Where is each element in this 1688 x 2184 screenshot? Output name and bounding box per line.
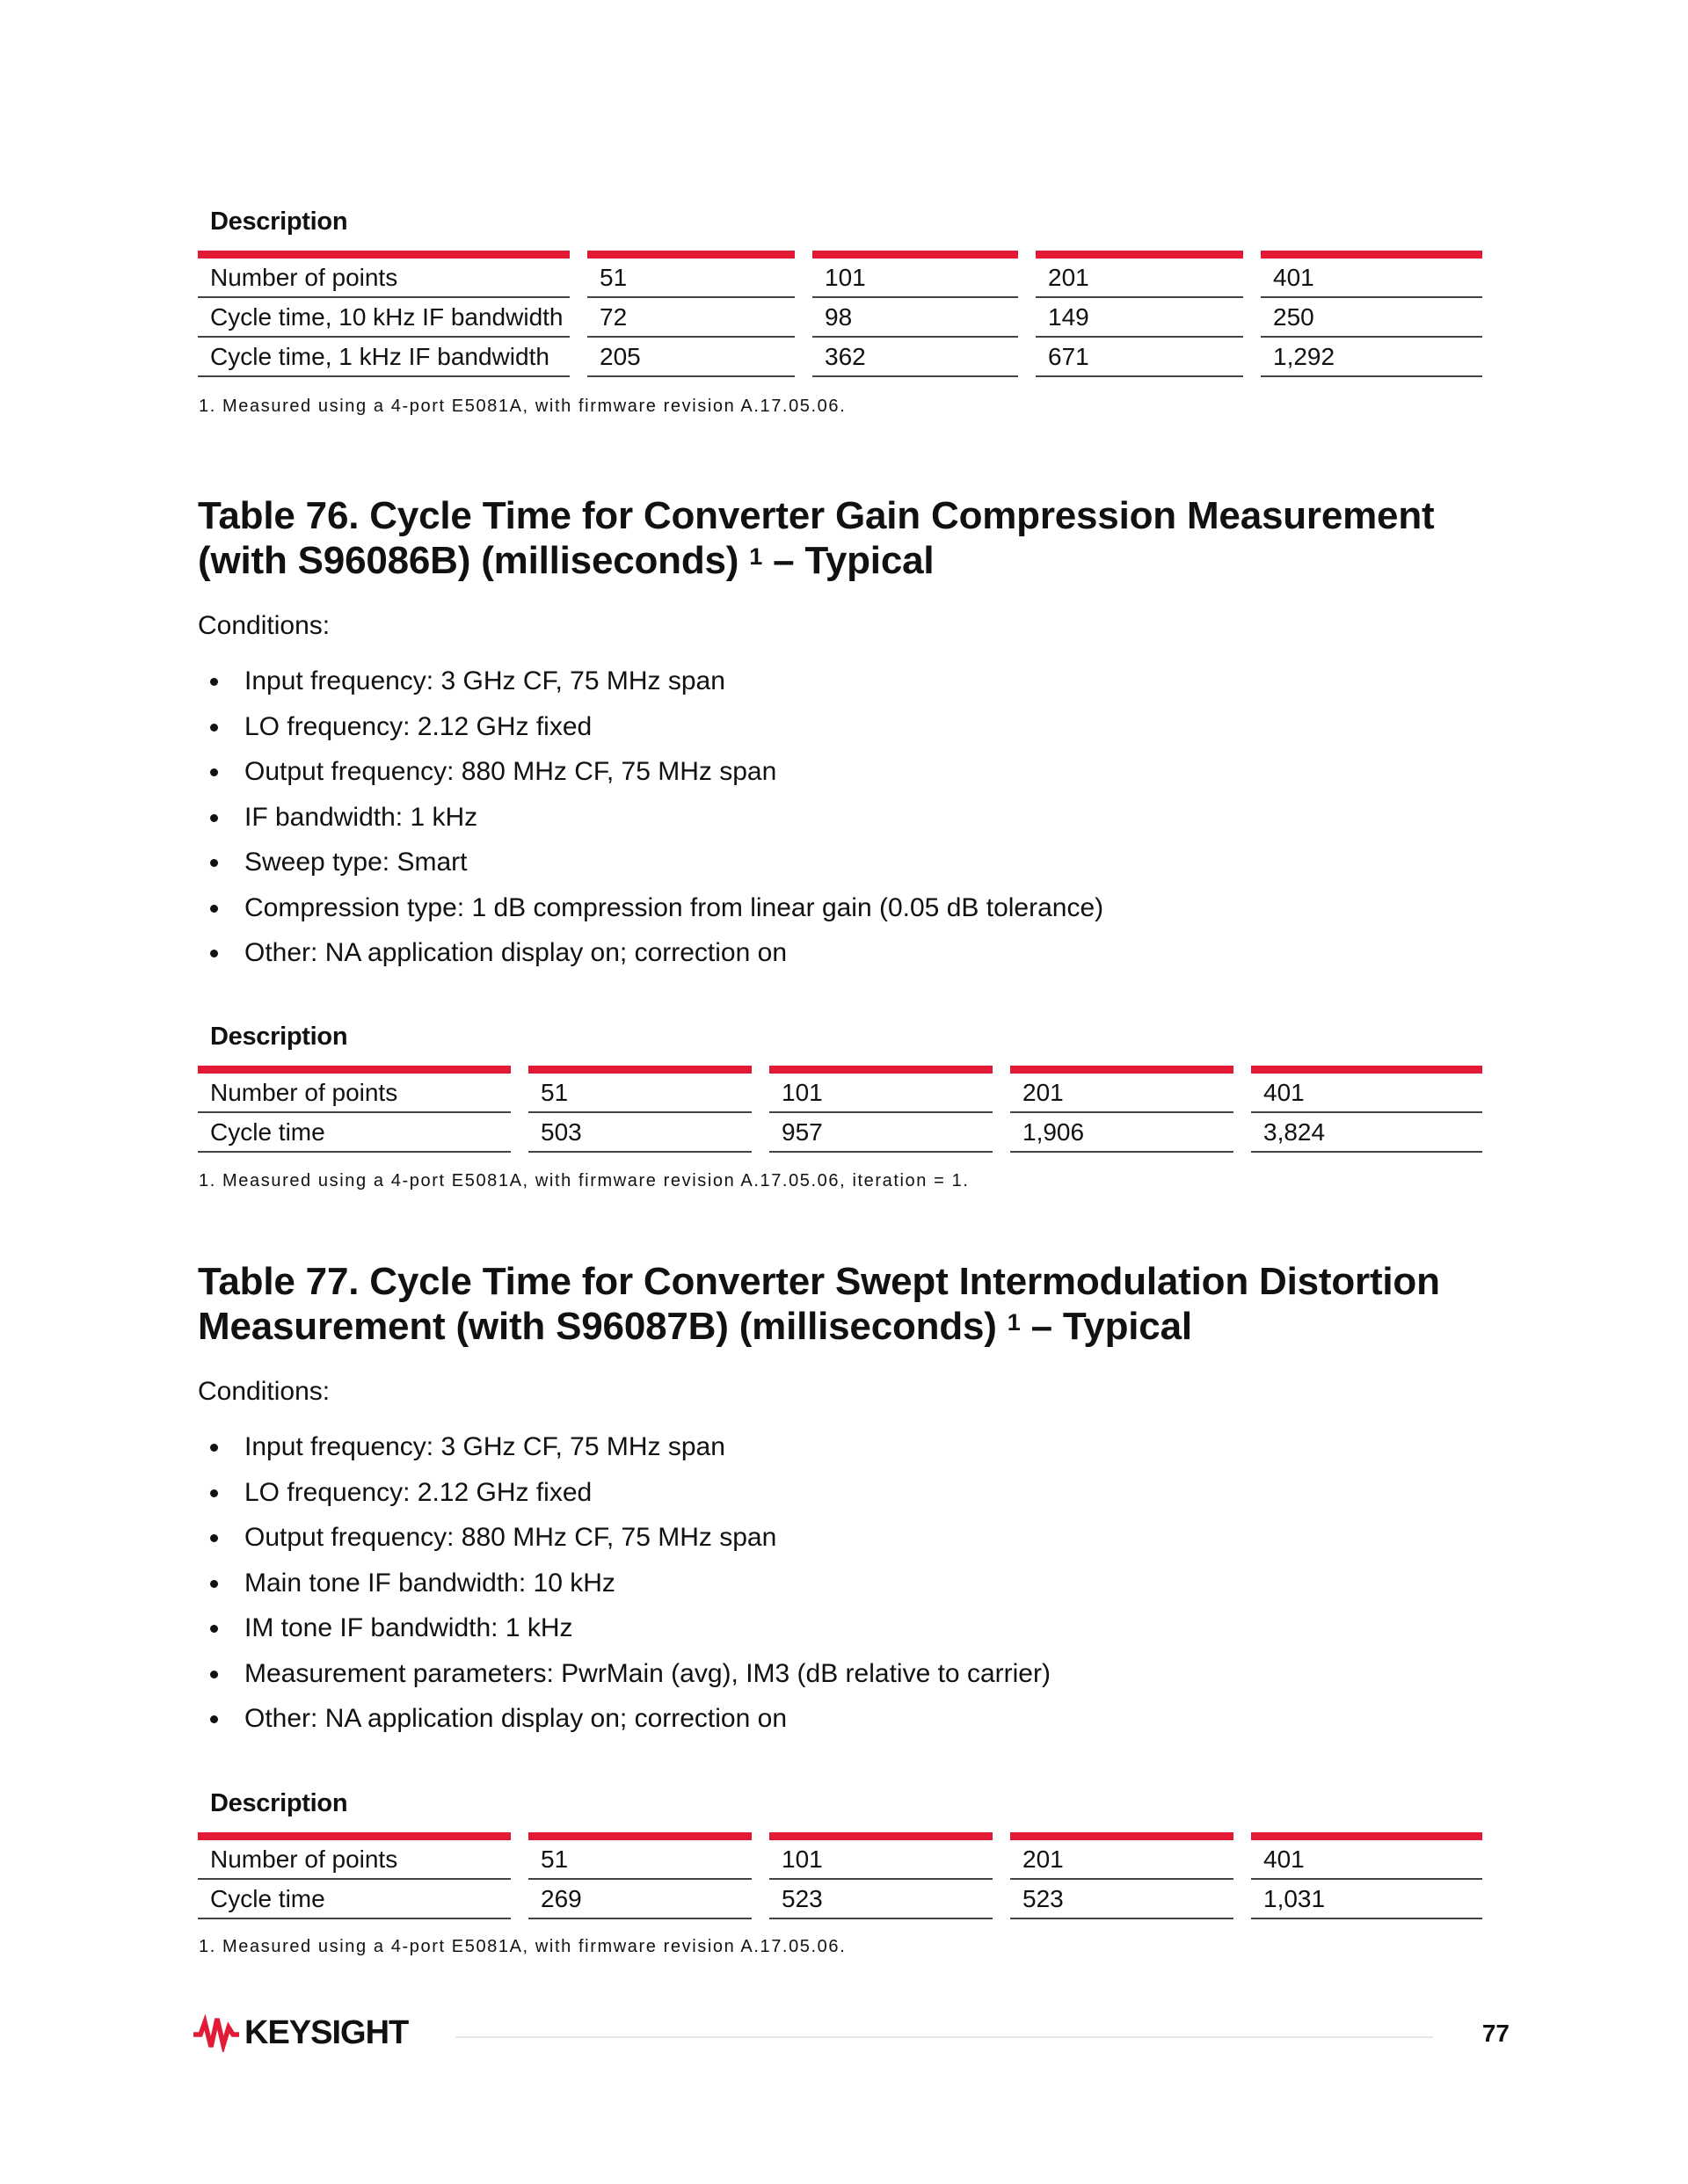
table-cell: 201: [1036, 251, 1243, 298]
table-cell: 98: [812, 298, 1018, 338]
table-cell: 671: [1036, 338, 1243, 377]
cycle-time-table-77: [198, 1832, 1482, 1919]
list-item: Output frequency: 880 MHz CF, 75 MHz span: [198, 749, 1103, 795]
list-item: IF bandwidth: 1 kHz: [198, 795, 1103, 841]
bullet-icon: [210, 768, 218, 776]
table-cell: 957: [769, 1113, 993, 1153]
table-cell: 401: [1261, 251, 1482, 298]
bullet-icon: [210, 1625, 218, 1633]
table-description-heading: Description: [210, 207, 348, 236]
table-row: [198, 298, 1482, 338]
table-cell: 250: [1261, 298, 1482, 338]
table-cell: 523: [769, 1880, 993, 1919]
table-row: [198, 1880, 1482, 1919]
table-cell: Number of points: [198, 1832, 511, 1880]
table-cell: 1,906: [1010, 1113, 1233, 1153]
logo-wordmark: KEYSIGHT: [244, 2013, 409, 2051]
table-cell: Cycle time: [198, 1113, 511, 1153]
conditions-label: Conditions:: [198, 611, 331, 640]
table-cell: 201: [1010, 1832, 1233, 1880]
bullet-icon: [210, 1580, 218, 1588]
conditions-list: [198, 1424, 1051, 1742]
list-item: Input frequency: 3 GHz CF, 75 MHz span: [198, 659, 1103, 704]
table-cell: 503: [528, 1113, 752, 1153]
title-line-2: Measurement (with S96087B) (milliseconds): [198, 1305, 997, 1348]
table-cell: 101: [769, 1066, 993, 1113]
table-cell: 1,292: [1261, 338, 1482, 377]
list-item: Other: NA application display on; correction on: [198, 930, 1103, 976]
table-cell: 149: [1036, 298, 1243, 338]
table-cell: 401: [1251, 1832, 1482, 1880]
footnote-marker: 1: [1007, 1309, 1021, 1336]
bullet-icon: [210, 724, 218, 732]
table-cell: 51: [528, 1832, 752, 1880]
table-cell: 201: [1010, 1066, 1233, 1113]
table-cell: 3,824: [1251, 1113, 1482, 1153]
bullet-icon: [210, 905, 218, 913]
keysight-wave-icon: [192, 2013, 241, 2052]
bullet-icon: [210, 1715, 218, 1723]
table-header-row: [198, 251, 1482, 298]
table-row: [198, 1113, 1482, 1153]
table-footnote: 1. Measured using a 4-port E5081A, with firmware revision A.17.05.06, iteration = 1.: [199, 1171, 970, 1190]
list-item: Output frequency: 880 MHz CF, 75 MHz span: [198, 1515, 1051, 1561]
table-cell: 269: [528, 1880, 752, 1919]
bullet-icon: [210, 814, 218, 822]
list-item: Measurement parameters: PwrMain (avg), IM3 (dB relative to carrier): [198, 1651, 1051, 1697]
table-cell: 72: [587, 298, 795, 338]
page-number: 77: [1481, 2020, 1510, 2047]
list-item: IM tone IF bandwidth: 1 kHz: [198, 1605, 1051, 1651]
table-cell: Number of points: [198, 251, 570, 298]
cycle-time-table-76: [198, 1066, 1482, 1153]
table-cell: 101: [769, 1832, 993, 1880]
footer-divider: [455, 2036, 1433, 2038]
table-cell: Cycle time, 1 kHz IF bandwidth: [198, 338, 570, 377]
table-cell: 362: [812, 338, 1018, 377]
table-row: [198, 338, 1482, 377]
footnote-marker: 1: [749, 543, 763, 570]
bullet-icon: [210, 1444, 218, 1452]
table-cell: 401: [1251, 1066, 1482, 1113]
list-item: Other: NA application display on; correction on: [198, 1696, 1051, 1742]
table-77-title: [198, 1259, 1440, 1349]
list-item: Main tone IF bandwidth: 10 kHz: [198, 1561, 1051, 1606]
bullet-icon: [210, 1534, 218, 1542]
title-line-1: Table 77. Cycle Time for Converter Swept Intermodulation Distortion: [198, 1260, 1440, 1303]
table-description-heading: Description: [210, 1789, 348, 1817]
table-cell: 205: [587, 338, 795, 377]
list-item: Compression type: 1 dB compression from linear gain (0.05 dB tolerance): [198, 885, 1103, 931]
table-cell: Cycle time: [198, 1880, 511, 1919]
table-76-title: [198, 493, 1434, 583]
keysight-logo: [192, 2013, 408, 2052]
table-cell: 1,031: [1251, 1880, 1482, 1919]
table-footnote: 1. Measured using a 4-port E5081A, with firmware revision A.17.05.06.: [199, 397, 847, 416]
cycle-time-table-75: [198, 251, 1482, 377]
title-line-2: (with S96086B) (milliseconds): [198, 539, 739, 582]
table-cell: 51: [528, 1066, 752, 1113]
list-item: Input frequency: 3 GHz CF, 75 MHz span: [198, 1424, 1051, 1470]
table-description-heading: Description: [210, 1023, 348, 1051]
table-cell: 523: [1010, 1880, 1233, 1919]
bullet-icon: [210, 1671, 218, 1678]
title-suffix: – Typical: [1020, 1305, 1192, 1348]
table-cell: 51: [587, 251, 795, 298]
table-header-row: [198, 1832, 1482, 1880]
list-item: LO frequency: 2.12 GHz fixed: [198, 704, 1103, 750]
table-footnote: 1. Measured using a 4-port E5081A, with firmware revision A.17.05.06.: [199, 1937, 847, 1956]
bullet-icon: [210, 678, 218, 686]
title-line-1: Table 76. Cycle Time for Converter Gain Compression Measurement: [198, 494, 1435, 537]
list-item: LO frequency: 2.12 GHz fixed: [198, 1470, 1051, 1516]
table-header-row: [198, 1066, 1482, 1113]
bullet-icon: [210, 950, 218, 957]
bullet-icon: [210, 1489, 218, 1497]
title-suffix: – Typical: [762, 539, 935, 582]
table-cell: Number of points: [198, 1066, 511, 1113]
table-cell: Cycle time, 10 kHz IF bandwidth: [198, 298, 570, 338]
list-item: Sweep type: Smart: [198, 840, 1103, 885]
conditions-list: [198, 659, 1103, 976]
table-cell: 101: [812, 251, 1018, 298]
conditions-label: Conditions:: [198, 1377, 331, 1406]
bullet-icon: [210, 859, 218, 867]
